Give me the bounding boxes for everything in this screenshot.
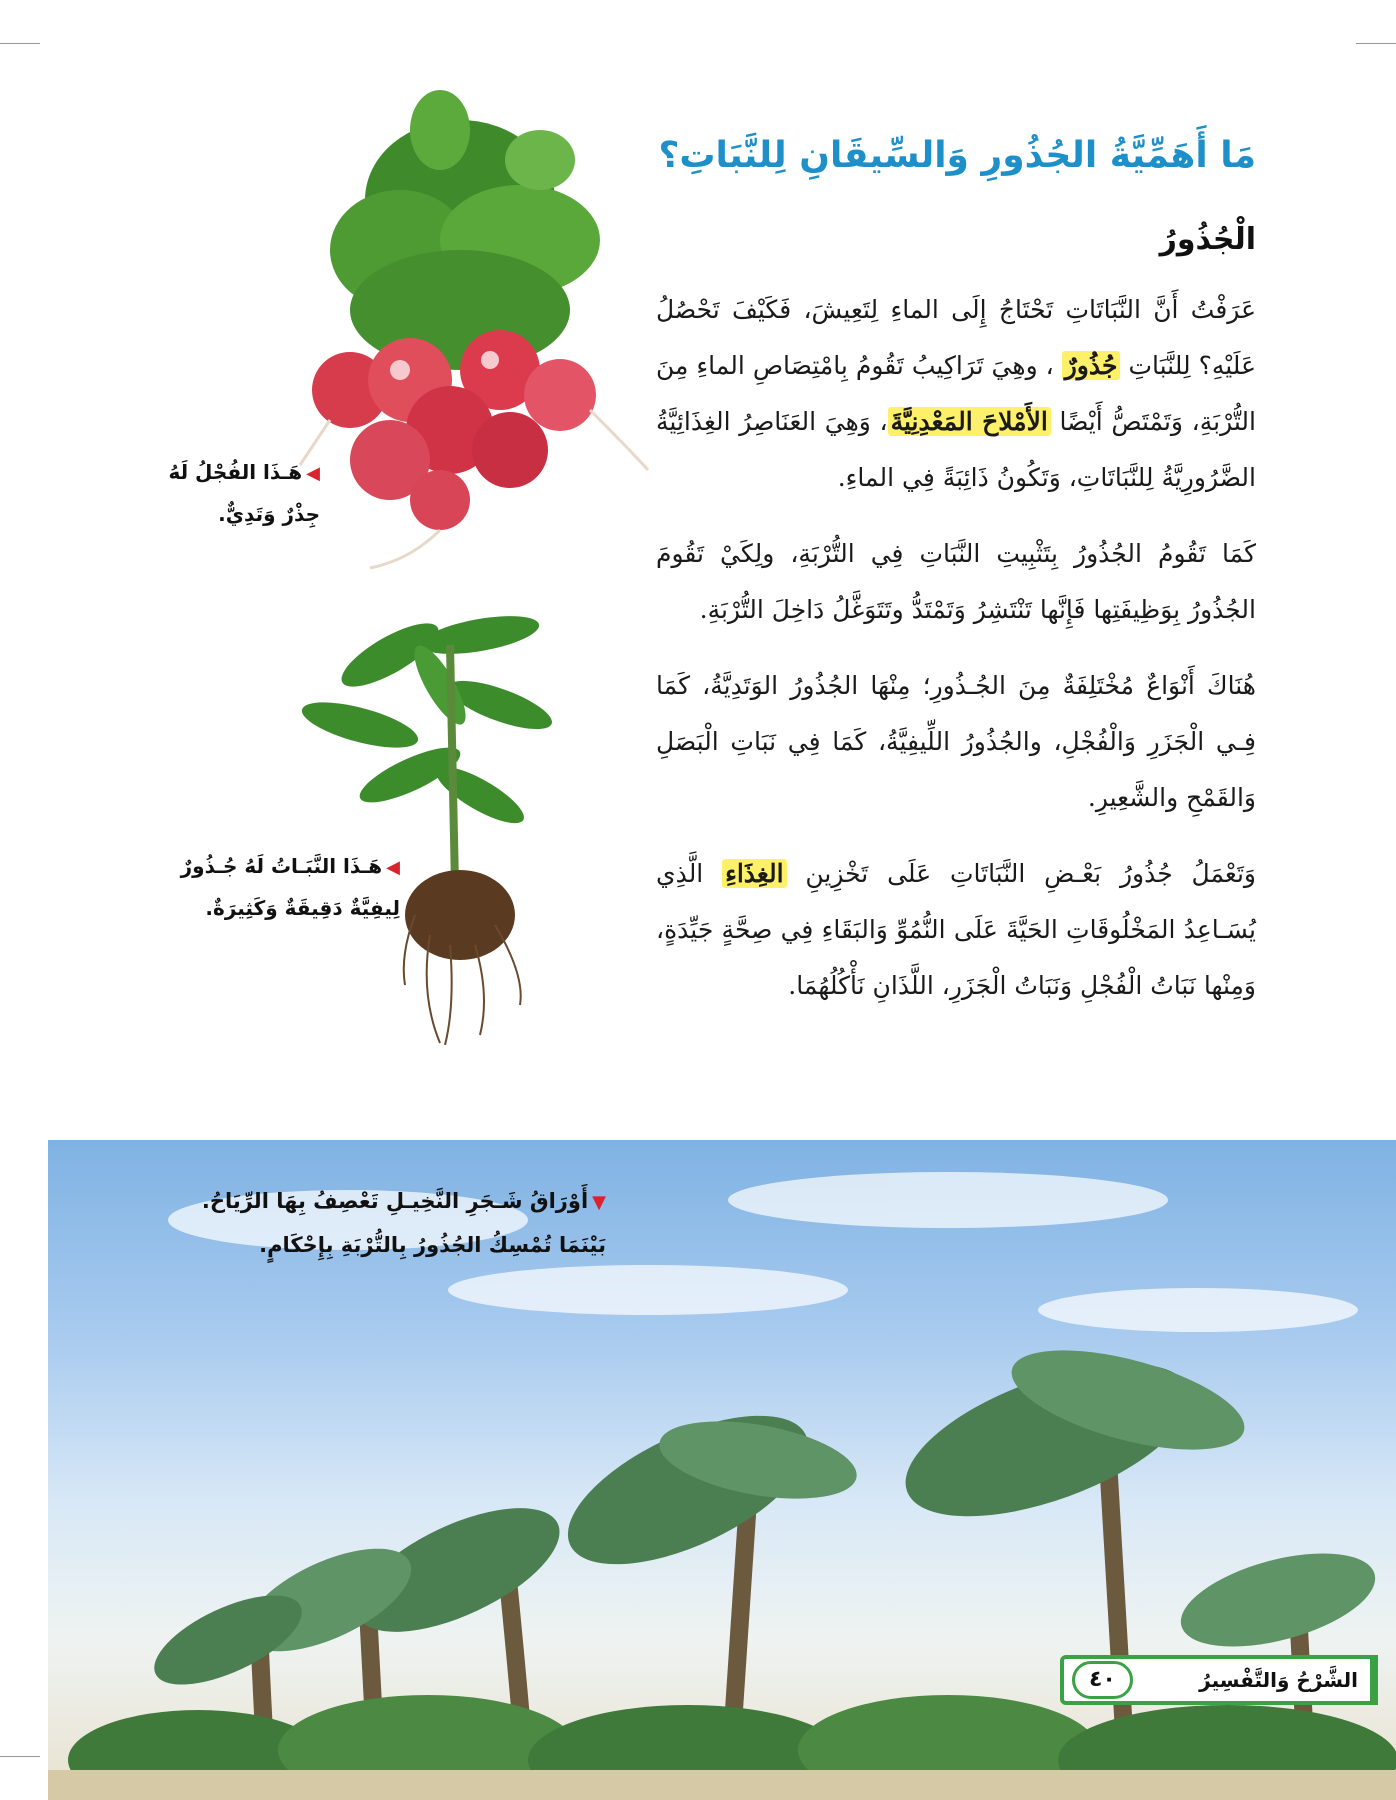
plant-caption-line1: هَـذَا النَّبَـاتُ لَهُ جُـذُورٌ — [180, 854, 383, 878]
keyword-roots: جُذُورٌ — [1062, 351, 1121, 380]
palm-caption — [46, 1180, 606, 1266]
plant-caption-line2: لِيفِيَّةٌ دَقِيقَةٌ وَكَثِيرَةٌ. — [205, 896, 400, 920]
page-number: ٤٠ — [1072, 1661, 1133, 1699]
plant-caption — [140, 846, 400, 928]
paragraph-4: وَتَعْمَلُ جُذُورُ بَعْـضِ النَّبَاتَاتِ عَلَى تَخْزِينِ الغِذَاءِ الَّذِي يُسَـاعِدُ المَخْلُوقَاتِ الحَيَّةَ عَلَى النُّمُوِّ وَالبَقَاءِ فِي صِحَّةٍ جَيِّدَةٍ، وَمِنْها نَبَاتُ الْفُجْلِ وَنَبَاتُ الْجَزَرِ، اللَّذَانِ نَأْكُلُهُمَا. — [656, 859, 1257, 1000]
caption-marker-icon: ◀ — [386, 857, 400, 878]
palm-caption-line2: بَيْنَمَا تُمْسِكُ الجُذُورُ بِالتُّرْبَةِ بِإِحْكَامٍ. — [259, 1233, 606, 1257]
caption-marker-icon: ◀ — [306, 463, 320, 484]
crop-mark — [0, 43, 40, 44]
radish-caption — [150, 452, 320, 534]
paragraph-1: عَرَفْتُ أَنَّ النَّبَاتَاتِ تَحْتَاجُ إِلَى الماءِ لِتَعِيشَ، فَكَيْفَ تَحْصُلُ عَلَيْهِ؟ لِلنَّبَاتِ جُذُورٌ ، وهِيَ تَرَاكِيبُ تَقُومُ بِامْتِصَاصِ الماءِ مِنَ التُّرْبَةِ، وَتَمْتَصُّ أَيْضًا الأَمْلاحَ المَعْدِنِيَّةَ، وَهِيَ العَنَاصِرُ الغِذَائِيَّةُ الضَّرُورِيَّةُ لِلنَّبَاتَاتِ، وَتَكُونُ ذَائِبَةً فِي الماءِ. — [656, 295, 1257, 492]
crop-mark — [0, 1756, 40, 1757]
paragraph-2: كَمَا تَقُومُ الجُذُورُ بِتَثْبِيتِ النَّبَاتِ فِي التُّرْبَةِ، ولِكَيْ تَقُومَ الجُذُورُ بِوَظِيفَتِها فَإِنَّها تَنْتَشِرُ وَتَمْتَدُّ وتَتَوَغَّلُ دَاخِلَ التُّرْبَةِ. — [656, 539, 1256, 624]
palm-caption-line1: أَوْرَاقُ شَـجَرِ النَّخِيـلِ تَعْصِفُ بِهَا الرِّيَاحُ. — [201, 1189, 589, 1213]
page-title: مَا أَهَمِّيَّةُ الجُذُورِ وَالسِّيقَانِ لِلنَّبَاتِ؟ — [658, 135, 1256, 176]
badge-accent-bar — [1370, 1655, 1378, 1705]
body-text — [656, 282, 1256, 1034]
page-footer-badge — [1060, 1655, 1378, 1705]
keyword-food: الغِذَاءِ — [722, 859, 786, 888]
radish-caption-line2: جِذْرٌ وَتَدِيٌّ. — [218, 502, 320, 526]
radish-caption-line1: هَـذَا الفُجْلُ لَهُ — [168, 460, 303, 484]
keyword-mineral-salts: الأَمْلاحَ المَعْدِنِيَّةَ — [888, 407, 1051, 436]
caption-marker-icon: ▼ — [592, 1192, 606, 1213]
section-label: الشَّرْحُ وَالتَّفْسِيرُ — [1199, 1668, 1358, 1692]
section-heading: الْجُذُورُ — [1159, 222, 1256, 257]
fibrous-plant-image — [280, 575, 610, 1045]
crop-mark — [1356, 43, 1396, 44]
paragraph-3: هُنَاكَ أَنْوَاعٌ مُخْتَلِفَةٌ مِنَ الجُـذُورِ؛ مِنْهَا الجُذُورُ الوَتَدِيَّةُ، كَمَا فِـي الْجَزَرِ وَالْفُجْلِ، والجُذُورُ اللِّيفِيَّةُ، كَمَا فِي نَبَاتِ الْبَصَلِ وَالقَمْحِ والشَّعِيرِ. — [656, 671, 1256, 812]
